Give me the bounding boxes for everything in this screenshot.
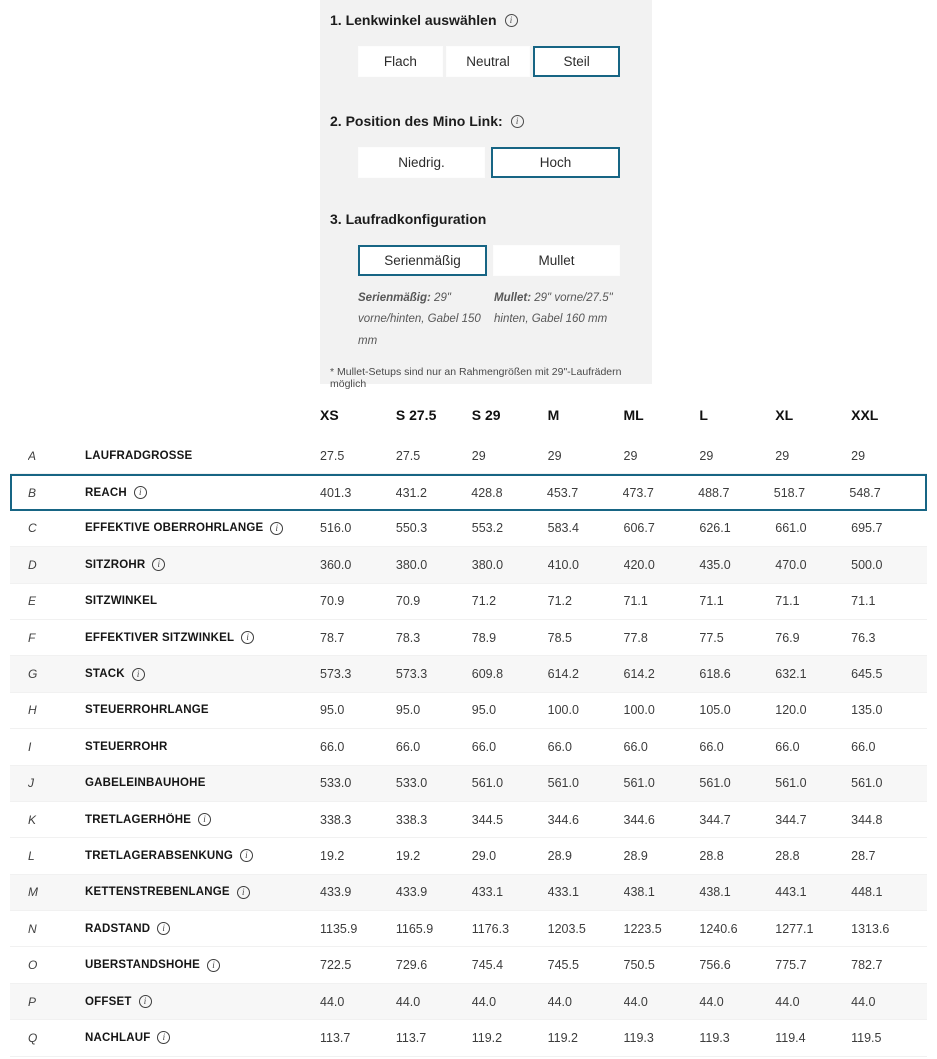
- mullet-footnote: * Mullet-Setups sind nur an Rahmengrößen mit 29"-Laufrädern möglich: [330, 365, 622, 390]
- table-row[interactable]: [10, 911, 927, 947]
- geometry-value: 431.2: [395, 485, 427, 500]
- geometry-value: 750.5: [623, 958, 655, 973]
- info-icon[interactable]: i: [198, 813, 211, 826]
- geometry-value: 380.0: [471, 557, 504, 572]
- option-label: Flach: [383, 54, 417, 69]
- option-label: Serienmäßig: [384, 253, 461, 268]
- geometry-value: 29: [699, 448, 714, 463]
- geometry-value: 119.3: [699, 1030, 730, 1045]
- step3-title: 3. Laufradkonfiguration: [330, 211, 487, 227]
- geometry-value: 27.5: [395, 448, 421, 463]
- row-label: LAUFRADGRÖSSE: [85, 449, 193, 462]
- geometry-value: 44.0: [471, 994, 497, 1009]
- row-label-cell: [85, 668, 320, 681]
- geometry-value: 561.0: [775, 776, 807, 791]
- step1-title-row: [330, 12, 642, 28]
- geometry-value: 344.6: [623, 812, 655, 827]
- row-label: OFFSET: [85, 995, 132, 1008]
- row-label-cell: [85, 1031, 320, 1044]
- geometry-value: 453.7: [546, 485, 579, 500]
- geometry-value: 29: [775, 448, 790, 463]
- row-label-cell: [85, 777, 320, 789]
- geometry-value: 553.2: [471, 521, 504, 536]
- table-row[interactable]: [10, 693, 927, 729]
- geometry-value: 433.1: [547, 885, 579, 900]
- geometry-value: 44.0: [699, 994, 724, 1009]
- geometry-value: 722.5: [320, 958, 352, 973]
- geometry-value: 488.7: [698, 485, 730, 500]
- row-label-cell: [85, 741, 320, 753]
- geometry-value: 1277.1: [775, 921, 814, 936]
- info-icon[interactable]: i: [157, 922, 170, 935]
- row-letter: D: [28, 557, 37, 572]
- geometry-table: [0, 392, 937, 1057]
- info-icon[interactable]: i: [207, 959, 220, 972]
- table-row[interactable]: [10, 620, 927, 656]
- head-angle-option-neutral[interactable]: [446, 46, 531, 77]
- geometry-value: 66.0: [320, 739, 345, 754]
- geometry-value: 29: [547, 448, 562, 463]
- geometry-value: 95.0: [471, 703, 497, 718]
- description-lead: Mullet:: [494, 292, 532, 304]
- option-label: Mullet: [538, 253, 575, 268]
- geometry-value: 113.7: [320, 1030, 351, 1045]
- row-label-cell: [85, 849, 320, 862]
- geometry-value: 344.7: [775, 812, 807, 827]
- description-text: 29" vorne/hinten, Gabel 150 mm: [358, 292, 481, 347]
- wheel-config-option-mullet[interactable]: [493, 245, 620, 276]
- info-icon[interactable]: i: [511, 115, 524, 128]
- geometry-value: 77.5: [699, 630, 724, 645]
- geometry-value: 729.6: [395, 958, 428, 973]
- table-row[interactable]: [10, 656, 927, 692]
- geometry-value: 782.7: [851, 958, 883, 973]
- geometry-value: 44.0: [775, 994, 800, 1009]
- row-label: TRETLAGERABSENKUNG: [85, 849, 233, 862]
- geometry-value: 380.0: [395, 557, 428, 572]
- geometry-value: 135.0: [851, 703, 883, 718]
- geometry-value: 19.2: [395, 848, 421, 863]
- step2-title-row: [330, 113, 642, 129]
- table-row[interactable]: [10, 438, 927, 474]
- geometry-value: 78.3: [395, 630, 421, 645]
- geometry-value: 645.5: [851, 667, 883, 682]
- geometry-value: 28.8: [699, 848, 724, 863]
- geometry-value: 119.2: [471, 1030, 503, 1045]
- geometry-configurator-panel: [320, 0, 652, 390]
- row-label-cell: [85, 631, 320, 644]
- row-letter: G: [28, 667, 38, 682]
- row-label-cell: [85, 558, 320, 571]
- row-label-cell: [85, 813, 320, 826]
- row-letter: C: [28, 521, 37, 536]
- mullet-description: [494, 288, 620, 352]
- info-icon[interactable]: i: [241, 631, 254, 644]
- mino-link-options: [358, 147, 620, 178]
- geometry-value: 70.9: [395, 594, 421, 609]
- geometry-value: 360.0: [320, 557, 352, 572]
- geometry-value: 76.3: [851, 630, 876, 645]
- geometry-value: 78.7: [320, 630, 345, 645]
- row-letter: I: [28, 739, 32, 754]
- geometry-value: 71.2: [547, 594, 572, 609]
- geometry-value: 1240.6: [699, 921, 738, 936]
- geometry-value: 44.0: [851, 994, 876, 1009]
- option-label: Hoch: [539, 155, 572, 170]
- geometry-value: 433.9: [320, 885, 352, 900]
- geometry-value: 775.7: [775, 958, 807, 973]
- geometry-value: 66.0: [623, 739, 648, 754]
- geometry-value: 28.7: [851, 848, 876, 863]
- geometry-value: 27.5: [320, 448, 345, 463]
- row-label: SITZWINKEL: [85, 595, 158, 608]
- geometry-value: 1203.5: [547, 921, 586, 936]
- geometry-value: 695.7: [851, 521, 883, 536]
- geometry-value: 745.5: [547, 958, 579, 973]
- table-row[interactable]: [10, 729, 927, 765]
- row-letter: A: [28, 448, 37, 463]
- geometry-value: 78.5: [547, 630, 572, 645]
- row-label-cell: [85, 704, 320, 716]
- geometry-value: 113.7: [395, 1030, 427, 1045]
- info-icon[interactable]: i: [505, 14, 518, 27]
- geometry-value: 66.0: [851, 739, 876, 754]
- row-label: ÜBERSTANDSHÖHE: [85, 959, 201, 972]
- row-label: GABELEINBAUHÖHE: [85, 777, 206, 790]
- geometry-value: 28.8: [775, 848, 800, 863]
- geometry-value: 1223.5: [623, 921, 662, 936]
- geometry-value: 609.8: [471, 667, 504, 682]
- table-row[interactable]: [10, 802, 927, 838]
- geometry-value: 119.2: [547, 1030, 578, 1045]
- geometry-value: 119.3: [623, 1030, 654, 1045]
- geometry-value: 71.2: [471, 594, 497, 609]
- geometry-value: 105.0: [699, 703, 731, 718]
- geometry-value: 44.0: [395, 994, 421, 1009]
- geometry-value: 66.0: [547, 739, 572, 754]
- geometry-value: 470.0: [775, 557, 807, 572]
- geometry-value: 44.0: [623, 994, 648, 1009]
- option-label: Steil: [563, 54, 590, 69]
- row-label-cell: [85, 959, 320, 972]
- row-letter: F: [28, 630, 36, 645]
- geometry-value: 29: [471, 448, 486, 463]
- row-label: NACHLAUF: [85, 1031, 151, 1044]
- size-column-header: XS: [320, 407, 339, 423]
- info-icon[interactable]: i: [139, 995, 152, 1008]
- geometry-value: 344.6: [547, 812, 579, 827]
- row-letter: J: [28, 776, 34, 791]
- size-column-header: ML: [623, 407, 644, 423]
- geometry-value: 614.2: [547, 667, 579, 682]
- row-letter: Q: [28, 1030, 38, 1045]
- row-label: TRETLAGERHÖHE: [85, 813, 192, 826]
- geometry-value: 548.7: [849, 485, 881, 500]
- geometry-value: 518.7: [773, 485, 806, 500]
- geometry-value: 77.8: [623, 630, 648, 645]
- table-row[interactable]: [10, 838, 927, 874]
- geometry-value: 71.1: [699, 594, 724, 609]
- geometry-value: 500.0: [851, 557, 883, 572]
- head-angle-option-steil[interactable]: [533, 46, 620, 77]
- geometry-value: 28.9: [623, 848, 648, 863]
- table-row[interactable]: [10, 547, 927, 583]
- geometry-value: 100.0: [547, 703, 579, 718]
- geometry-value: 71.1: [623, 594, 648, 609]
- geometry-value: 76.9: [775, 630, 800, 645]
- geometry-value: 1165.9: [395, 921, 434, 936]
- info-icon[interactable]: i: [157, 1031, 170, 1044]
- geometry-value: 561.0: [851, 776, 883, 791]
- row-label: REACH: [85, 486, 127, 499]
- table-row[interactable]: [10, 474, 927, 510]
- description-text: 29" vorne/27.5" hinten, Gabel 160 mm: [494, 292, 613, 326]
- info-icon[interactable]: i: [270, 522, 283, 535]
- wheel-config-option-serienmaessig[interactable]: [358, 245, 487, 276]
- info-icon[interactable]: i: [152, 558, 165, 571]
- geometry-value: 606.7: [623, 521, 655, 536]
- geometry-value: 29: [623, 448, 638, 463]
- geometry-value: 66.0: [775, 739, 800, 754]
- option-label: Neutral: [466, 54, 510, 69]
- wheel-config-options: [358, 245, 620, 276]
- geometry-value: 71.1: [775, 594, 800, 609]
- geometry-value: 344.7: [699, 812, 731, 827]
- geometry-value: 433.1: [471, 885, 504, 900]
- geometry-value: 100.0: [623, 703, 655, 718]
- geometry-value: 561.0: [547, 776, 579, 791]
- geometry-value: 420.0: [623, 557, 655, 572]
- geometry-value: 29.0: [471, 848, 497, 863]
- row-label-cell: [85, 595, 320, 607]
- geometry-value: 66.0: [395, 739, 421, 754]
- geometry-value: 550.3: [395, 521, 428, 536]
- geometry-value: 119.5: [851, 1030, 882, 1045]
- row-letter: K: [28, 812, 37, 827]
- info-icon[interactable]: i: [237, 886, 250, 899]
- geometry-value: 19.2: [320, 848, 345, 863]
- option-label: Niedrig.: [398, 155, 445, 170]
- row-label-cell: [85, 486, 320, 499]
- geometry-value: 632.1: [775, 667, 807, 682]
- geometry-value: 1176.3: [471, 921, 510, 936]
- geometry-value: 533.0: [320, 776, 352, 791]
- row-label: KETTENSTREBENLÄNGE: [85, 886, 230, 899]
- row-letter: P: [28, 994, 37, 1009]
- description-lead: Serienmäßig:: [358, 292, 431, 304]
- geometry-value: 618.6: [699, 667, 731, 682]
- row-letter: E: [28, 594, 37, 609]
- geometry-value: 626.1: [699, 521, 731, 536]
- geometry-value: 1313.6: [851, 921, 890, 936]
- info-icon[interactable]: i: [134, 486, 147, 499]
- size-column-header: XL: [775, 407, 794, 423]
- row-letter: N: [28, 921, 37, 936]
- row-label: EFFEKTIVE OBERROHRLÄNGE: [85, 522, 264, 535]
- table-row[interactable]: [10, 584, 927, 620]
- row-letter: L: [28, 848, 35, 863]
- row-label: RADSTAND: [85, 922, 151, 935]
- geometry-value: 44.0: [547, 994, 572, 1009]
- table-row[interactable]: [10, 984, 927, 1020]
- geometry-value: 473.7: [622, 485, 654, 500]
- table-row[interactable]: [10, 766, 927, 802]
- geometry-value: 756.6: [699, 958, 731, 973]
- row-label-cell: [85, 522, 320, 535]
- row-label: STEUERROHRLÄNGE: [85, 704, 209, 717]
- geometry-value: 95.0: [320, 703, 345, 718]
- geometry-value: 435.0: [699, 557, 731, 572]
- row-letter: B: [28, 485, 37, 500]
- geometry-value: 78.9: [471, 630, 497, 645]
- geometry-value: 71.1: [851, 594, 876, 609]
- row-letter: M: [28, 885, 38, 900]
- table-row[interactable]: [10, 947, 927, 983]
- row-label: SITZROHR: [85, 558, 146, 571]
- geometry-value: 66.0: [699, 739, 724, 754]
- size-column-header: L: [699, 407, 708, 423]
- geometry-value: 561.0: [699, 776, 731, 791]
- table-row[interactable]: [10, 875, 927, 911]
- geometry-value: 614.2: [623, 667, 655, 682]
- info-icon[interactable]: i: [132, 668, 145, 681]
- row-label-cell: [85, 886, 320, 899]
- geometry-value: 1135.9: [320, 921, 358, 936]
- geometry-value: 338.3: [320, 812, 352, 827]
- geometry-value: 583.4: [547, 521, 579, 536]
- geometry-value: 443.1: [775, 885, 807, 900]
- row-label: STACK: [85, 668, 125, 681]
- geometry-value: 573.3: [395, 667, 428, 682]
- geometry-value: 438.1: [623, 885, 655, 900]
- geometry-value: 516.0: [320, 521, 352, 536]
- step1-title: 1. Lenkwinkel auswählen: [330, 12, 497, 28]
- geometry-table-header: [10, 392, 927, 438]
- geometry-value: 745.4: [471, 958, 504, 973]
- geometry-value: 428.8: [471, 485, 503, 500]
- row-letter: O: [28, 958, 38, 973]
- geometry-value: 344.8: [851, 812, 883, 827]
- mino-link-option-hoch[interactable]: [491, 147, 620, 178]
- geometry-value: 29: [851, 448, 866, 463]
- geometry-value: 344.5: [471, 812, 504, 827]
- row-label-cell: [85, 995, 320, 1008]
- geometry-value: 28.9: [547, 848, 572, 863]
- serienmaessig-description: [358, 288, 484, 352]
- geometry-value: 561.0: [471, 776, 504, 791]
- geometry-value: 70.9: [320, 594, 345, 609]
- geometry-value: 95.0: [395, 703, 421, 718]
- step2-title: 2. Position des Mino Link:: [330, 113, 503, 129]
- info-icon[interactable]: i: [240, 849, 253, 862]
- step3-title-row: [330, 211, 642, 227]
- size-column-header: S 27.5: [395, 407, 437, 423]
- geometry-value: 533.0: [395, 776, 428, 791]
- row-letter: H: [28, 703, 37, 718]
- head-angle-options: [358, 46, 620, 77]
- mino-link-option-niedrig[interactable]: [358, 147, 485, 178]
- row-label: EFFEKTIVER SITZWINKEL: [85, 631, 235, 644]
- geometry-value: 338.3: [395, 812, 428, 827]
- geometry-value: 410.0: [547, 557, 579, 572]
- geometry-value: 561.0: [623, 776, 655, 791]
- geometry-table-body: [10, 438, 927, 1057]
- row-label-cell: [85, 922, 320, 935]
- geometry-value: 661.0: [775, 521, 807, 536]
- geometry-value: 573.3: [320, 667, 352, 682]
- geometry-value: 120.0: [775, 703, 807, 718]
- size-column-header: XXL: [851, 407, 879, 423]
- size-column-header: S 29: [471, 407, 501, 423]
- row-label-cell: [85, 450, 320, 462]
- geometry-value: 66.0: [471, 739, 497, 754]
- size-column-header: M: [547, 407, 560, 423]
- wheel-config-descriptions: [358, 288, 620, 352]
- geometry-value: 401.3: [320, 485, 352, 500]
- head-angle-option-flach[interactable]: [358, 46, 443, 77]
- geometry-value: 119.4: [775, 1030, 806, 1045]
- table-row[interactable]: [10, 1020, 927, 1056]
- geometry-value: 44.0: [320, 994, 345, 1009]
- geometry-value: 433.9: [395, 885, 428, 900]
- table-row[interactable]: [10, 511, 927, 547]
- geometry-value: 448.1: [851, 885, 883, 900]
- row-label: STEUERROHR: [85, 740, 168, 753]
- geometry-value: 438.1: [699, 885, 731, 900]
